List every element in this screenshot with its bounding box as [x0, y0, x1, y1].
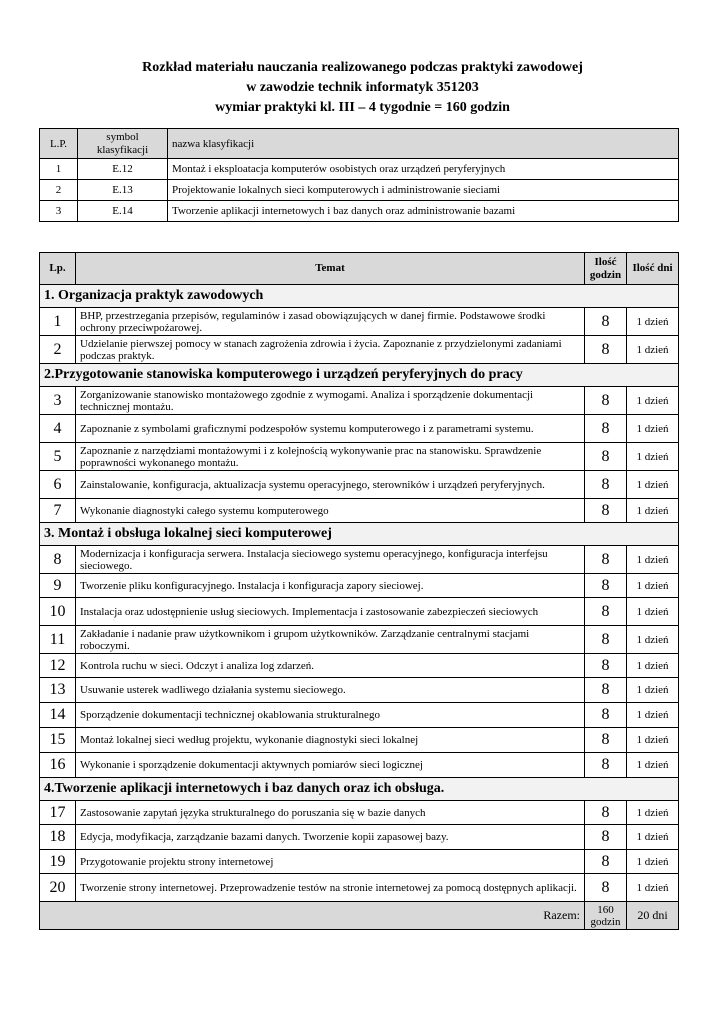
topic-hours: 8 — [585, 753, 627, 778]
topic-text: Zapoznanie z symbolami graficznymi podzespołów systemu komputerowego i z parametrami systemu. — [76, 415, 585, 443]
topic-hours: 8 — [585, 415, 627, 443]
topic-hours: 8 — [585, 825, 627, 850]
section-row — [40, 364, 679, 387]
summary-days: 20 dni — [627, 902, 679, 930]
topic-text: Instalacja oraz udostępnienie usług sieciowych. Implementacja i zastosowanie zabezpieczeń sieciowych — [76, 598, 585, 626]
classification-name: Projektowanie lokalnych sieci komputerowych i administrowanie sieciami — [168, 180, 679, 201]
topic-row — [40, 654, 679, 678]
topic-text: Udzielanie pierwszej pomocy w stanach zagrożenia zdrowia i życia. Zapoznanie z przydzielonymi zadaniami podczas praktyk. — [76, 336, 585, 364]
topic-number: 3 — [40, 387, 76, 415]
header-days: Ilość dni — [627, 253, 679, 285]
topic-days: 1 dzień — [627, 387, 679, 415]
topic-days: 1 dzień — [627, 336, 679, 364]
topic-number: 16 — [40, 753, 76, 778]
topic-days: 1 dzień — [627, 850, 679, 874]
topic-text: BHP, przestrzegania przepisów, regulaminów i zasad obowiązujących w danej firmie. Podstawowe środki ochrony przeciwpożarowej. — [76, 308, 585, 336]
summary-row — [40, 902, 679, 930]
document-title — [0, 58, 725, 118]
topic-row — [40, 703, 679, 728]
topic-number: 7 — [40, 499, 76, 523]
topic-number: 5 — [40, 443, 76, 471]
topic-text: Zakładanie i nadanie praw użytkownikom i grupom użytkowników. Zarządzanie centralnymi stacjami roboczymi. — [76, 626, 585, 654]
topic-row — [40, 387, 679, 415]
topic-hours: 8 — [585, 499, 627, 523]
topic-hours: 8 — [585, 336, 627, 364]
topic-hours: 8 — [585, 874, 627, 902]
topic-row — [40, 801, 679, 825]
topics-header-row — [40, 253, 679, 285]
topic-row — [40, 308, 679, 336]
topic-row — [40, 499, 679, 523]
topic-number: 18 — [40, 825, 76, 850]
classification-header-row — [40, 129, 679, 159]
topic-text: Zorganizowanie stanowisko montażowego zgodnie z wymogami. Analiza i sporządzenie dokumentacji technicznej montażu. — [76, 387, 585, 415]
topic-text: Zapoznanie z narzędziami montażowymi i z kolejnością wykonywanie prac na stanowisku. Sprawdzenie poprawności wykonanego montażu. — [76, 443, 585, 471]
topic-number: 1 — [40, 308, 76, 336]
section-title: 2.Przygotowanie stanowiska komputerowego i urządzeń peryferyjnych do pracy — [40, 364, 679, 387]
topic-number: 2 — [40, 336, 76, 364]
topic-hours: 8 — [585, 850, 627, 874]
classification-symbol: E.12 — [78, 159, 168, 180]
topic-hours: 8 — [585, 308, 627, 336]
topic-text: Wykonanie i sporządzenie dokumentacji aktywnych pomiarów sieci logicznej — [76, 753, 585, 778]
topic-text: Kontrola ruchu w sieci. Odczyt i analiza log zdarzeń. — [76, 654, 585, 678]
classification-row — [40, 159, 679, 180]
topic-number: 9 — [40, 574, 76, 598]
topic-number: 20 — [40, 874, 76, 902]
classification-name: Montaż i eksploatacja komputerów osobistych oraz urządzeń peryferyjnych — [168, 159, 679, 180]
topic-hours: 8 — [585, 598, 627, 626]
title-line-1: Rozkład materiału nauczania realizowanego podczas praktyki zawodowej — [142, 60, 583, 75]
topic-number: 4 — [40, 415, 76, 443]
topic-days: 1 dzień — [627, 598, 679, 626]
topic-hours: 8 — [585, 443, 627, 471]
topic-row — [40, 850, 679, 874]
topic-row — [40, 598, 679, 626]
section-title: 4.Tworzenie aplikacji internetowych i baz danych oraz ich obsługa. — [40, 778, 679, 801]
topic-hours: 8 — [585, 728, 627, 753]
topics-table — [39, 252, 679, 930]
topic-text: Modernizacja i konfiguracja serwera. Instalacja sieciowego systemu operacyjnego, konfiguracja interfejsu sieciowego. — [76, 546, 585, 574]
topic-days: 1 dzień — [627, 728, 679, 753]
header-name: nazwa klasyfikacji — [168, 129, 679, 159]
topic-number: 19 — [40, 850, 76, 874]
classification-name: Tworzenie aplikacji internetowych i baz danych oraz administrowanie bazami — [168, 201, 679, 222]
topic-days: 1 dzień — [627, 801, 679, 825]
topic-days: 1 dzień — [627, 308, 679, 336]
topic-days: 1 dzień — [627, 703, 679, 728]
topic-days: 1 dzień — [627, 471, 679, 499]
topic-number: 12 — [40, 654, 76, 678]
topic-days: 1 dzień — [627, 753, 679, 778]
topic-hours: 8 — [585, 546, 627, 574]
section-title: 3. Montaż i obsługa lokalnej sieci komputerowej — [40, 523, 679, 546]
section-title: 1. Organizacja praktyk zawodowych — [40, 285, 679, 308]
title-line-3: wymiar praktyki kl. III – 4 tygodnie = 160 godzin — [215, 100, 510, 115]
classification-table — [39, 128, 679, 222]
section-row — [40, 778, 679, 801]
topic-row — [40, 874, 679, 902]
topic-text: Sporządzenie dokumentacji technicznej okablowania strukturalnego — [76, 703, 585, 728]
header-symbol: symbol klasyfikacji — [78, 129, 168, 159]
topic-days: 1 dzień — [627, 546, 679, 574]
topic-row — [40, 443, 679, 471]
header-topic: Temat — [76, 253, 585, 285]
topic-number: 11 — [40, 626, 76, 654]
topic-text: Edycja, modyfikacja, zarządzanie bazami danych. Tworzenie kopii zapasowej bazy. — [76, 825, 585, 850]
topic-days: 1 dzień — [627, 443, 679, 471]
topic-days: 1 dzień — [627, 415, 679, 443]
topic-days: 1 dzień — [627, 678, 679, 703]
topic-hours: 8 — [585, 678, 627, 703]
classification-lp: 2 — [40, 180, 78, 201]
topic-text: Montaż lokalnej sieci według projektu, wykonanie diagnostyki sieci lokalnej — [76, 728, 585, 753]
topic-row — [40, 471, 679, 499]
topic-hours: 8 — [585, 574, 627, 598]
topic-row — [40, 753, 679, 778]
header-lp: Lp. — [40, 253, 76, 285]
topic-row — [40, 546, 679, 574]
topic-number: 10 — [40, 598, 76, 626]
section-row — [40, 523, 679, 546]
topic-hours: 8 — [585, 654, 627, 678]
topic-row — [40, 626, 679, 654]
topic-row — [40, 825, 679, 850]
classification-row — [40, 180, 679, 201]
topic-number: 13 — [40, 678, 76, 703]
topic-row — [40, 728, 679, 753]
topic-hours: 8 — [585, 626, 627, 654]
topic-number: 6 — [40, 471, 76, 499]
classification-lp: 3 — [40, 201, 78, 222]
topic-text: Tworzenie strony internetowej. Przeprowadzenie testów na stronie internetowej za pomocą dostępnych aplikacji. — [76, 874, 585, 902]
topic-days: 1 dzień — [627, 825, 679, 850]
topic-hours: 8 — [585, 387, 627, 415]
summary-hours: 160 godzin — [585, 902, 627, 930]
topic-days: 1 dzień — [627, 874, 679, 902]
topic-number: 14 — [40, 703, 76, 728]
topic-text: Tworzenie pliku konfiguracyjnego. Instalacja i konfiguracja zapory sieciowej. — [76, 574, 585, 598]
topic-hours: 8 — [585, 703, 627, 728]
topic-number: 15 — [40, 728, 76, 753]
topic-days: 1 dzień — [627, 654, 679, 678]
topic-text: Usuwanie usterek wadliwego działania systemu sieciowego. — [76, 678, 585, 703]
topic-row — [40, 415, 679, 443]
topic-number: 17 — [40, 801, 76, 825]
classification-row — [40, 201, 679, 222]
topic-text: Zastosowanie zapytań języka strukturalnego do poruszania się w bazie danych — [76, 801, 585, 825]
topic-days: 1 dzień — [627, 626, 679, 654]
classification-symbol: E.14 — [78, 201, 168, 222]
topic-number: 8 — [40, 546, 76, 574]
topic-text: Zainstalowanie, konfiguracja, aktualizacja systemu operacyjnego, sterowników i urządzeń peryferyjnych. — [76, 471, 585, 499]
topic-row — [40, 678, 679, 703]
classification-symbol: E.13 — [78, 180, 168, 201]
topic-hours: 8 — [585, 801, 627, 825]
topic-hours: 8 — [585, 471, 627, 499]
title-line-2: w zawodzie technik informatyk 351203 — [246, 80, 479, 95]
topic-text: Wykonanie diagnostyki całego systemu komputerowego — [76, 499, 585, 523]
header-hours: Ilość godzin — [585, 253, 627, 285]
header-lp: L.P. — [40, 129, 78, 159]
topic-row — [40, 574, 679, 598]
topic-text: Przygotowanie projektu strony internetowej — [76, 850, 585, 874]
topic-days: 1 dzień — [627, 574, 679, 598]
section-row — [40, 285, 679, 308]
classification-lp: 1 — [40, 159, 78, 180]
summary-label: Razem: — [40, 902, 585, 930]
topic-row — [40, 336, 679, 364]
topic-days: 1 dzień — [627, 499, 679, 523]
